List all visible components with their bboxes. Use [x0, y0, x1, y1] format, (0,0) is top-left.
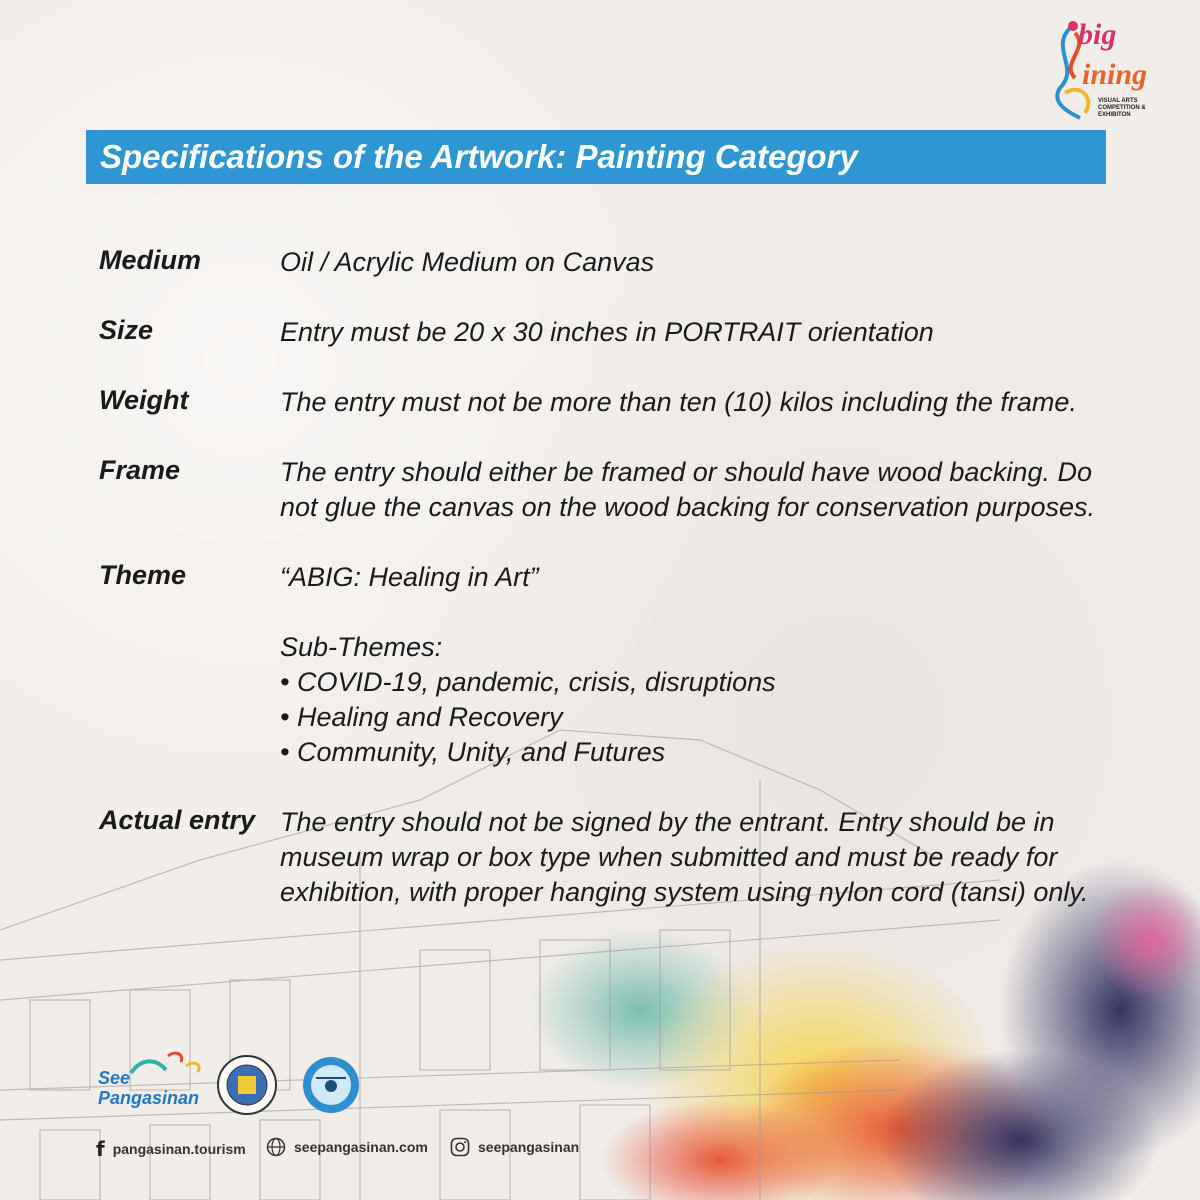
spec-value-line: The entry should not be signed by the entrant. Entry should be in	[280, 807, 1055, 837]
tourism-circle-logo-icon	[302, 1056, 360, 1114]
page-title: Specifications of the Artwork: Painting Category	[100, 138, 858, 175]
subtheme-item: • Healing and Recovery	[280, 702, 563, 732]
building-sketch-decoration	[0, 700, 1200, 1200]
spec-value-line: Entry must be 20 x 30 inches in PORTRAIT orientation	[280, 317, 934, 347]
subtheme-item: • Community, Unity, and Futures	[280, 737, 666, 767]
subtheme-item: • COVID-19, pandemic, crisis, disruptions	[280, 667, 776, 697]
spec-value	[280, 455, 1110, 525]
spec-value-line: The entry must not be more than ten (10) kilos including the frame.	[280, 387, 1077, 417]
website-link[interactable]	[266, 1137, 428, 1157]
facebook-icon: f	[96, 1137, 105, 1161]
logo-subtitle: VISUAL ARTS COMPETITION & EXHIBITON	[1098, 98, 1146, 118]
spec-value-line: “ABIG: Healing in Art”	[280, 562, 539, 592]
province-seal-icon	[216, 1054, 278, 1116]
logo-word-big: big	[1078, 18, 1117, 51]
spec-value-line: The entry should either be framed or should have wood backing. Do	[280, 457, 1092, 487]
globe-icon	[266, 1137, 286, 1157]
subthemes-list	[280, 630, 776, 770]
spec-value	[280, 560, 1110, 595]
spec-label: Frame	[99, 455, 181, 485]
spec-value-line: Oil / Acrylic Medium on Canvas	[280, 247, 655, 277]
spec-value	[280, 805, 1110, 910]
title-bar	[86, 130, 1106, 184]
spec-value	[280, 245, 1110, 280]
instagram-icon	[450, 1137, 470, 1157]
spec-label: Medium	[99, 245, 202, 275]
footer-logos	[96, 1050, 396, 1120]
spec-label: Theme	[99, 560, 187, 590]
spec-label: Actual entry	[99, 805, 256, 835]
spec-value	[280, 315, 1110, 350]
instagram-link[interactable]	[450, 1137, 579, 1157]
spec-label: Size	[99, 315, 154, 345]
see-logo-line1: See	[98, 1068, 131, 1088]
facebook-handle: pangasinan.tourism	[112, 1141, 246, 1157]
spec-value-line: museum wrap or box type when submitted and must be ready for	[280, 842, 1058, 872]
subthemes-heading: Sub-Themes:	[280, 632, 443, 662]
facebook-link[interactable]	[96, 1137, 246, 1161]
spec-value-line: not glue the canvas on the wood backing for conservation purposes.	[280, 492, 1096, 522]
see-logo-line2: Pangasinan	[98, 1088, 200, 1108]
spec-value	[280, 385, 1110, 420]
spec-value-line: exhibition, with proper hanging system using nylon cord (tansi) only.	[280, 877, 1089, 907]
see-pangasinan-logo	[96, 1050, 206, 1120]
spec-label: Weight	[99, 385, 189, 415]
logo-word-sining: ining	[1082, 58, 1148, 91]
instagram-handle: seepangasinan	[478, 1139, 580, 1155]
website-url: seepangasinan.com	[294, 1139, 428, 1155]
